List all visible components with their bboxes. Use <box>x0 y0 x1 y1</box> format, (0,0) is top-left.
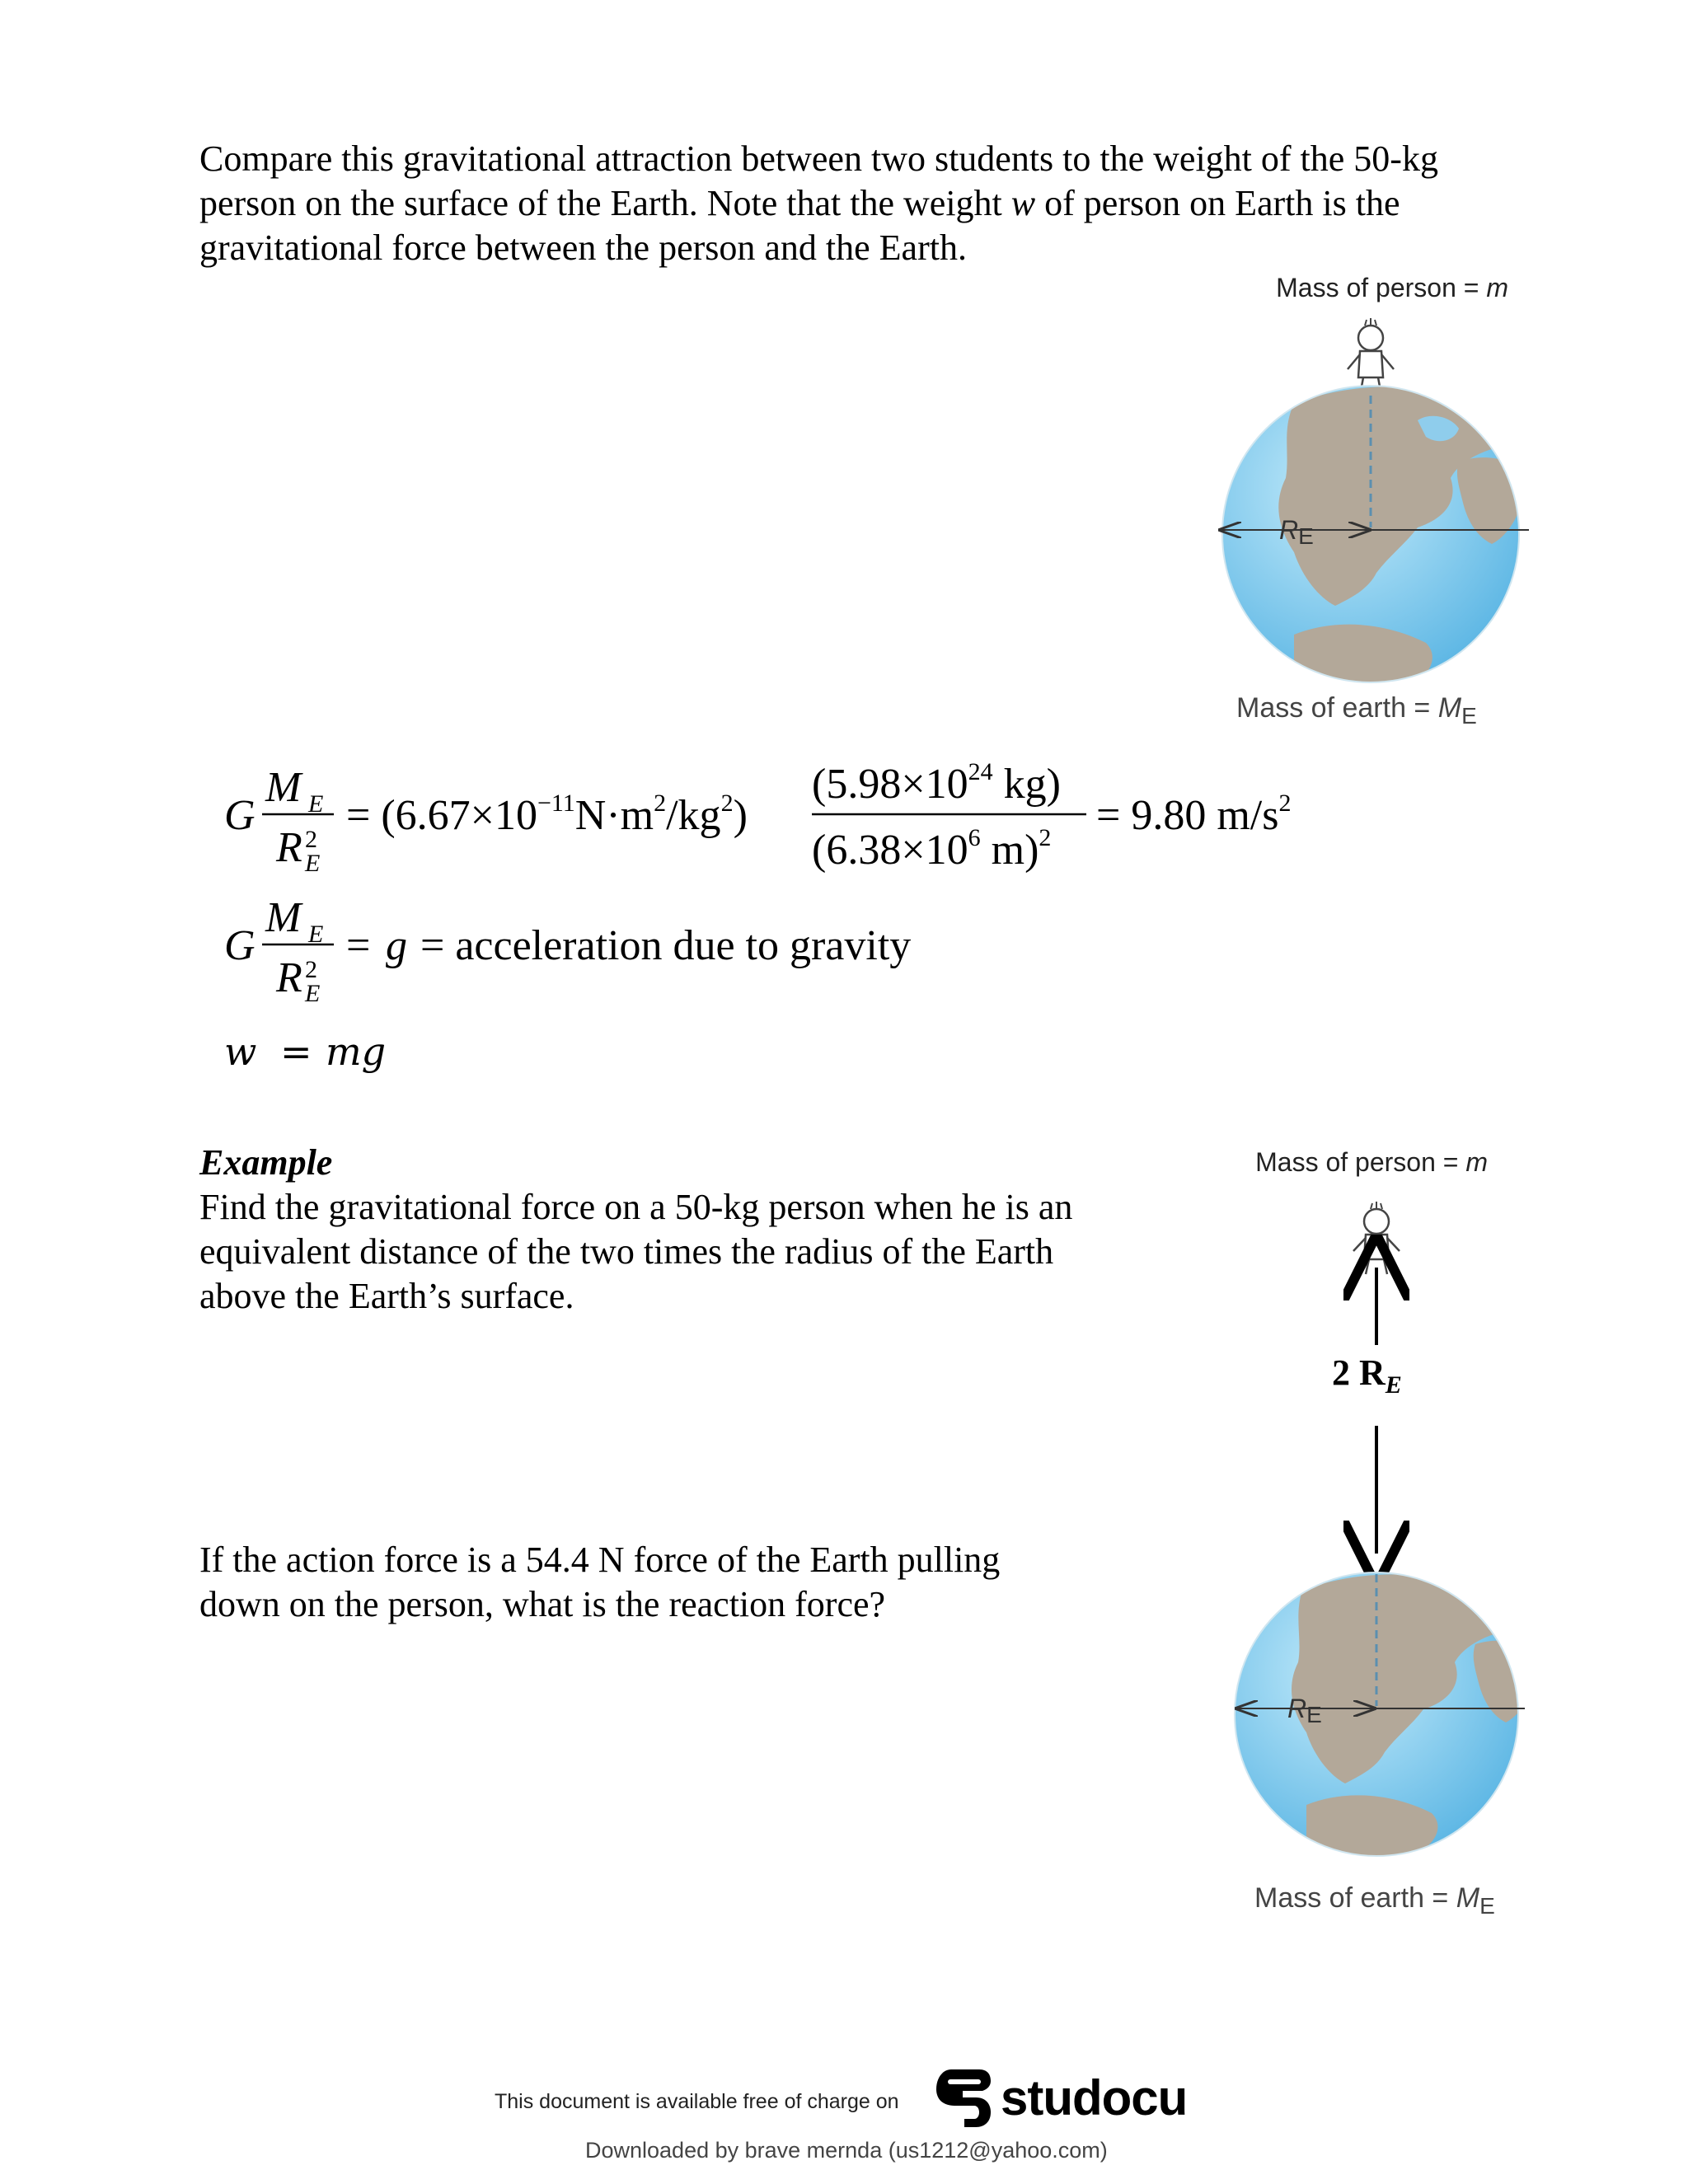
eq1-numerator: ($5.98\times 10^{24}$ kg) <box>812 758 1061 808</box>
eq2-ME: M <box>265 894 302 941</box>
example-line-2: equivalent distance of the two times the radius of the Earth <box>199 1231 1054 1272</box>
equation-3 <box>224 1029 386 1074</box>
distance-label: 2 $R_E$ <box>1332 1352 1402 1399</box>
eq3-equals: = <box>280 1029 312 1074</box>
question-section <box>199 1538 1000 1627</box>
weight-variable: w <box>1010 183 1036 223</box>
footer-available-text: This document is available free of charge on <box>495 2090 899 2113</box>
question-line-1: If the action force is a 54.4 N force of the Earth pulling <box>199 1540 1001 1580</box>
eq2-RE-exp: 2 <box>305 956 317 983</box>
intro-paragraph <box>199 137 1438 270</box>
intro-line-2-text: person on the surface of the Earth. Note that the weight <box>199 183 1011 223</box>
land-masses-2 <box>1292 1574 1537 1859</box>
studocu-logo[interactable] <box>931 2069 1187 2126</box>
eq1-RE-sub: E <box>305 850 321 877</box>
studocu-logo-icon <box>931 2064 996 2130</box>
eq3-mg: mg <box>326 1029 387 1074</box>
intro-line-2 <box>199 181 1438 226</box>
footer-downloaded-text: Downloaded by brave mernda (us1212@yahoo.com) <box>585 2138 1108 2163</box>
eq2-equals: = <box>346 922 371 969</box>
eq2-g: g <box>386 922 407 969</box>
person-icon-2 <box>1353 1202 1400 1274</box>
eq2-G: G <box>224 922 256 969</box>
eq1-denominator: ($6.38\times 10^6$ m)$^2$ <box>812 824 1052 874</box>
land-masses <box>1278 387 1525 693</box>
eq3-w: w <box>224 1029 257 1074</box>
eq1-ME: M <box>265 764 302 811</box>
intro-line-2-tail: of person on Earth is the <box>1035 183 1400 223</box>
eq1-ME-sub: E <box>308 790 324 818</box>
eq2-RE: R <box>276 954 302 1001</box>
eq2-ME-sub: E <box>308 921 324 948</box>
mass-of-person-label: Mass of person = m <box>1276 273 1508 302</box>
radius-label-2: RE <box>1287 1694 1322 1727</box>
mass-of-earth-label-2: Mass of earth = $M_E$ <box>1254 1882 1495 1919</box>
mass-of-person-label-2: Mass of person = m <box>1255 1147 1488 1177</box>
eq2-RE-sub: E <box>305 980 321 1007</box>
example-line-3: above the Earth’s surface. <box>199 1276 574 1316</box>
example-line-1: Find the gravitational force on a 50-kg person when he is an <box>199 1187 1073 1227</box>
example-section <box>199 1141 1072 1319</box>
mass-of-earth-label: Mass of earth = $M_E$ <box>1236 692 1477 729</box>
eq1-result: = 9.80 $m/s^2$ <box>1096 790 1292 839</box>
radius-label: RE <box>1279 515 1314 549</box>
eq1-constant: = $(6.67\times 10^{-11}N\cdot m^2/kg^2)$ <box>346 790 748 839</box>
equation-2 <box>224 894 911 1007</box>
question-line-2: down on the person, what is the reaction force? <box>199 1584 886 1624</box>
eq2-description: = acceleration due to gravity <box>420 922 912 969</box>
equation-1 <box>224 758 1291 877</box>
eq1-RE: R <box>276 824 302 871</box>
earth-figure-1 <box>1212 272 1541 742</box>
earth-figure-2 <box>1228 1146 1541 1929</box>
intro-line-1: Compare this gravitational attraction between two students to the weight of the 50-kg <box>199 138 1438 179</box>
intro-line-3: gravitational force between the person and the Earth. <box>199 227 967 268</box>
eq1-RE-exp: 2 <box>305 826 317 853</box>
example-heading: Example <box>199 1142 333 1183</box>
eq1-G: G <box>224 792 256 839</box>
studocu-wordmark: studocu <box>1001 2069 1188 2125</box>
person-icon <box>1348 318 1394 396</box>
